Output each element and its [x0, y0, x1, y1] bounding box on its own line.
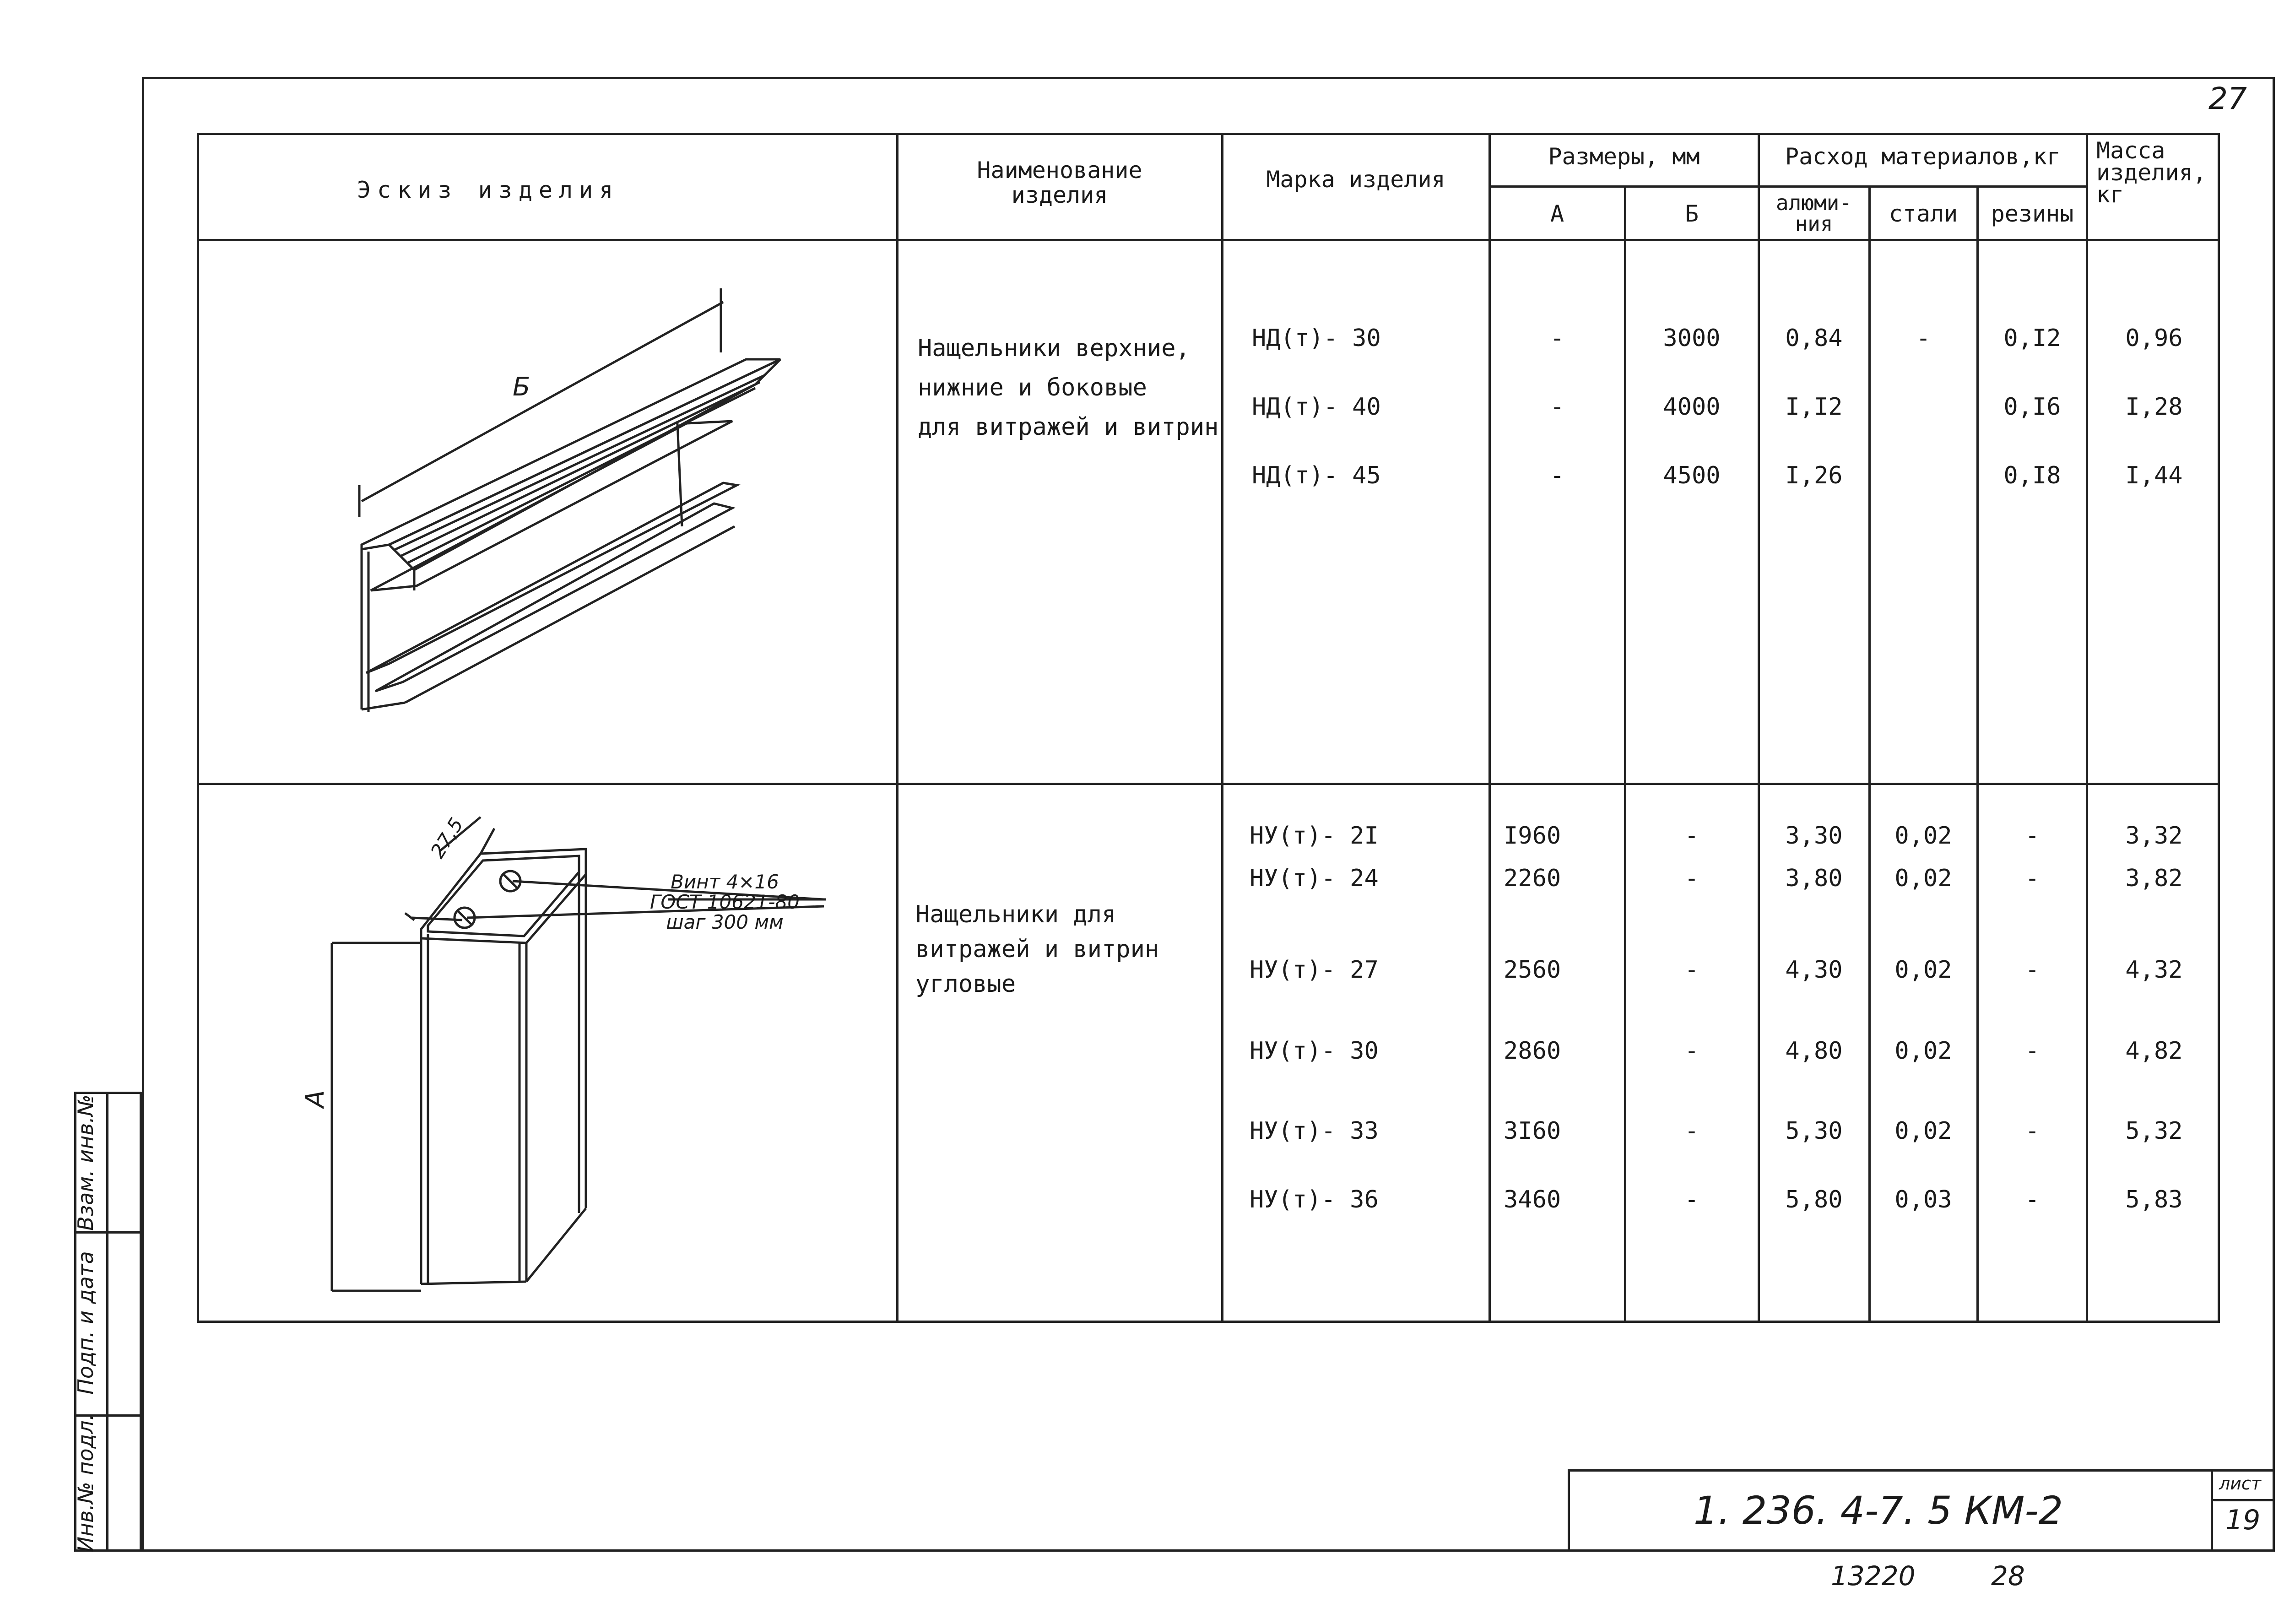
cell-b: - — [1684, 956, 1699, 984]
cell-rubber: 0,I8 — [2003, 462, 2061, 489]
cell-rubber: 0,I6 — [2003, 393, 2061, 421]
cell-aluminum: I,26 — [1785, 462, 1843, 489]
cell-mark: НУ(т)- 27 — [1250, 956, 1379, 984]
sheet-number-top: 27 — [2208, 81, 2247, 116]
cell-b: - — [1684, 822, 1699, 850]
cell-mass: I,44 — [2125, 462, 2183, 489]
cell-steel: 0,02 — [1894, 956, 1952, 984]
stamp-inv-orig: Инв.№ подл. — [73, 1413, 98, 1553]
header-dim-b: Б — [1684, 200, 1699, 227]
cell-mark: НД(т)- 40 — [1252, 393, 1381, 421]
header-materials: Расход материалов,кг — [1785, 143, 2061, 170]
cell-steel: 0,02 — [1894, 822, 1952, 850]
cell-mark: НУ(т)- 24 — [1250, 865, 1379, 892]
header-steel: стали — [1889, 200, 1958, 227]
cell-aluminum: 5,30 — [1785, 1117, 1843, 1145]
header-aluminum: алюми- ния — [1775, 190, 1852, 236]
col-line-3 — [1488, 133, 1491, 1323]
cell-a: 3I60 — [1504, 1117, 1561, 1145]
cell-mass: 4,32 — [2125, 956, 2183, 984]
cell-a: 2260 — [1504, 865, 1561, 892]
header-sketch: Эскиз изделия — [357, 177, 620, 203]
header-dim-a: А — [1550, 200, 1564, 227]
cell-b: 4500 — [1663, 462, 1721, 489]
group2-name: Нащельники для витражей и витрин угловые — [915, 901, 1159, 998]
sketch-label-b: Б — [513, 372, 530, 402]
side-stamp-divider — [106, 1092, 108, 1552]
cell-aluminum: 3,30 — [1785, 822, 1843, 850]
cell-steel: 0,03 — [1894, 1186, 1952, 1213]
cell-rubber: - — [2025, 865, 2040, 892]
stamp-sign-date: Подп. и дата — [73, 1251, 98, 1395]
col-line-4 — [1624, 185, 1626, 1323]
cell-aluminum: 3,80 — [1785, 865, 1843, 892]
cell-aluminum: 4,80 — [1785, 1037, 1843, 1065]
cell-rubber: - — [2025, 956, 2040, 984]
header-mass: Масса изделия, кг — [2096, 137, 2207, 208]
sketch-note: Винт 4×16 ГОСТ 10621-80 шаг 300 мм — [650, 871, 800, 933]
cell-steel: 0,02 — [1894, 865, 1952, 892]
cell-mass: I,28 — [2125, 393, 2183, 421]
cell-mark: НУ(т)- 2I — [1250, 822, 1379, 850]
col-line-1 — [896, 133, 898, 1323]
sheet-label: лист — [2219, 1473, 2262, 1494]
cell-mark: НД(т)- 30 — [1252, 325, 1381, 352]
cell-mark: НУ(т)- 30 — [1250, 1037, 1379, 1065]
cell-a: - — [1550, 462, 1564, 489]
cell-aluminum: I,I2 — [1785, 393, 1843, 421]
cell-b: 4000 — [1663, 393, 1721, 421]
cell-rubber: - — [2025, 822, 2040, 850]
col-line-6 — [1868, 185, 1871, 1323]
cell-a: 2860 — [1504, 1037, 1561, 1065]
cell-mass: 0,96 — [2125, 325, 2183, 352]
cell-mark: НУ(т)- 36 — [1250, 1186, 1379, 1213]
dim-header-split — [1488, 185, 2088, 188]
cell-a: - — [1550, 393, 1564, 421]
cell-aluminum: 0,84 — [1785, 325, 1843, 352]
cell-mass: 5,32 — [2125, 1117, 2183, 1145]
cell-mass: 4,82 — [2125, 1037, 2183, 1065]
header-rubber: резины — [1991, 200, 2074, 227]
group-divider-line — [197, 783, 2220, 785]
cell-b: - — [1684, 1037, 1699, 1065]
cell-b: 3000 — [1663, 325, 1721, 352]
cell-rubber: - — [2025, 1186, 2040, 1213]
cell-steel: - — [1916, 325, 1931, 352]
archive-number: 13220 — [1831, 1560, 1916, 1592]
cell-steel: 0,02 — [1894, 1037, 1952, 1065]
cell-aluminum: 5,80 — [1785, 1186, 1843, 1213]
cell-b: - — [1684, 865, 1699, 892]
cell-rubber: - — [2025, 1037, 2040, 1065]
group1-name: Нащельники верхние, нижние и боковые для витражей и витрин — [918, 335, 1219, 441]
cell-steel: 0,02 — [1894, 1117, 1952, 1145]
sketch-batten-profile — [320, 270, 824, 728]
stamp-replace-inv: Взам. инв.№ — [73, 1094, 98, 1231]
cell-a: 3460 — [1504, 1186, 1561, 1213]
sketch-label-dim: 27,5 — [426, 814, 468, 862]
sketch-label-a: А — [300, 1090, 330, 1108]
header-bottom-line — [197, 239, 2220, 241]
cell-mark: НД(т)- 45 — [1252, 462, 1381, 489]
sheet-number: 19 — [2225, 1504, 2261, 1536]
cell-a: I960 — [1504, 822, 1561, 850]
document-code: 1. 236. 4-7. 5 КМ-2 — [1694, 1488, 2063, 1533]
cell-mass: 3,82 — [2125, 865, 2183, 892]
sheet-cell-divider — [2211, 1499, 2275, 1501]
header-dimensions: Размеры, мм — [1548, 143, 1700, 170]
title-block-divider — [2211, 1469, 2213, 1552]
cell-mark: НУ(т)- 33 — [1250, 1117, 1379, 1145]
col-line-7 — [1976, 185, 1979, 1323]
col-line-2 — [1221, 133, 1223, 1323]
cell-a: - — [1550, 325, 1564, 352]
cell-a: 2560 — [1504, 956, 1561, 984]
cell-b: - — [1684, 1117, 1699, 1145]
header-mark: Марка изделия — [1266, 166, 1445, 193]
cell-mass: 5,83 — [2125, 1186, 2183, 1213]
cell-mass: 3,32 — [2125, 822, 2183, 850]
cell-b: - — [1684, 1186, 1699, 1213]
cell-rubber: - — [2025, 1117, 2040, 1145]
cell-rubber: 0,I2 — [2003, 325, 2061, 352]
footer-page-number: 28 — [1991, 1560, 2025, 1592]
header-name: Наименование изделия — [977, 157, 1142, 208]
cell-aluminum: 4,30 — [1785, 956, 1843, 984]
